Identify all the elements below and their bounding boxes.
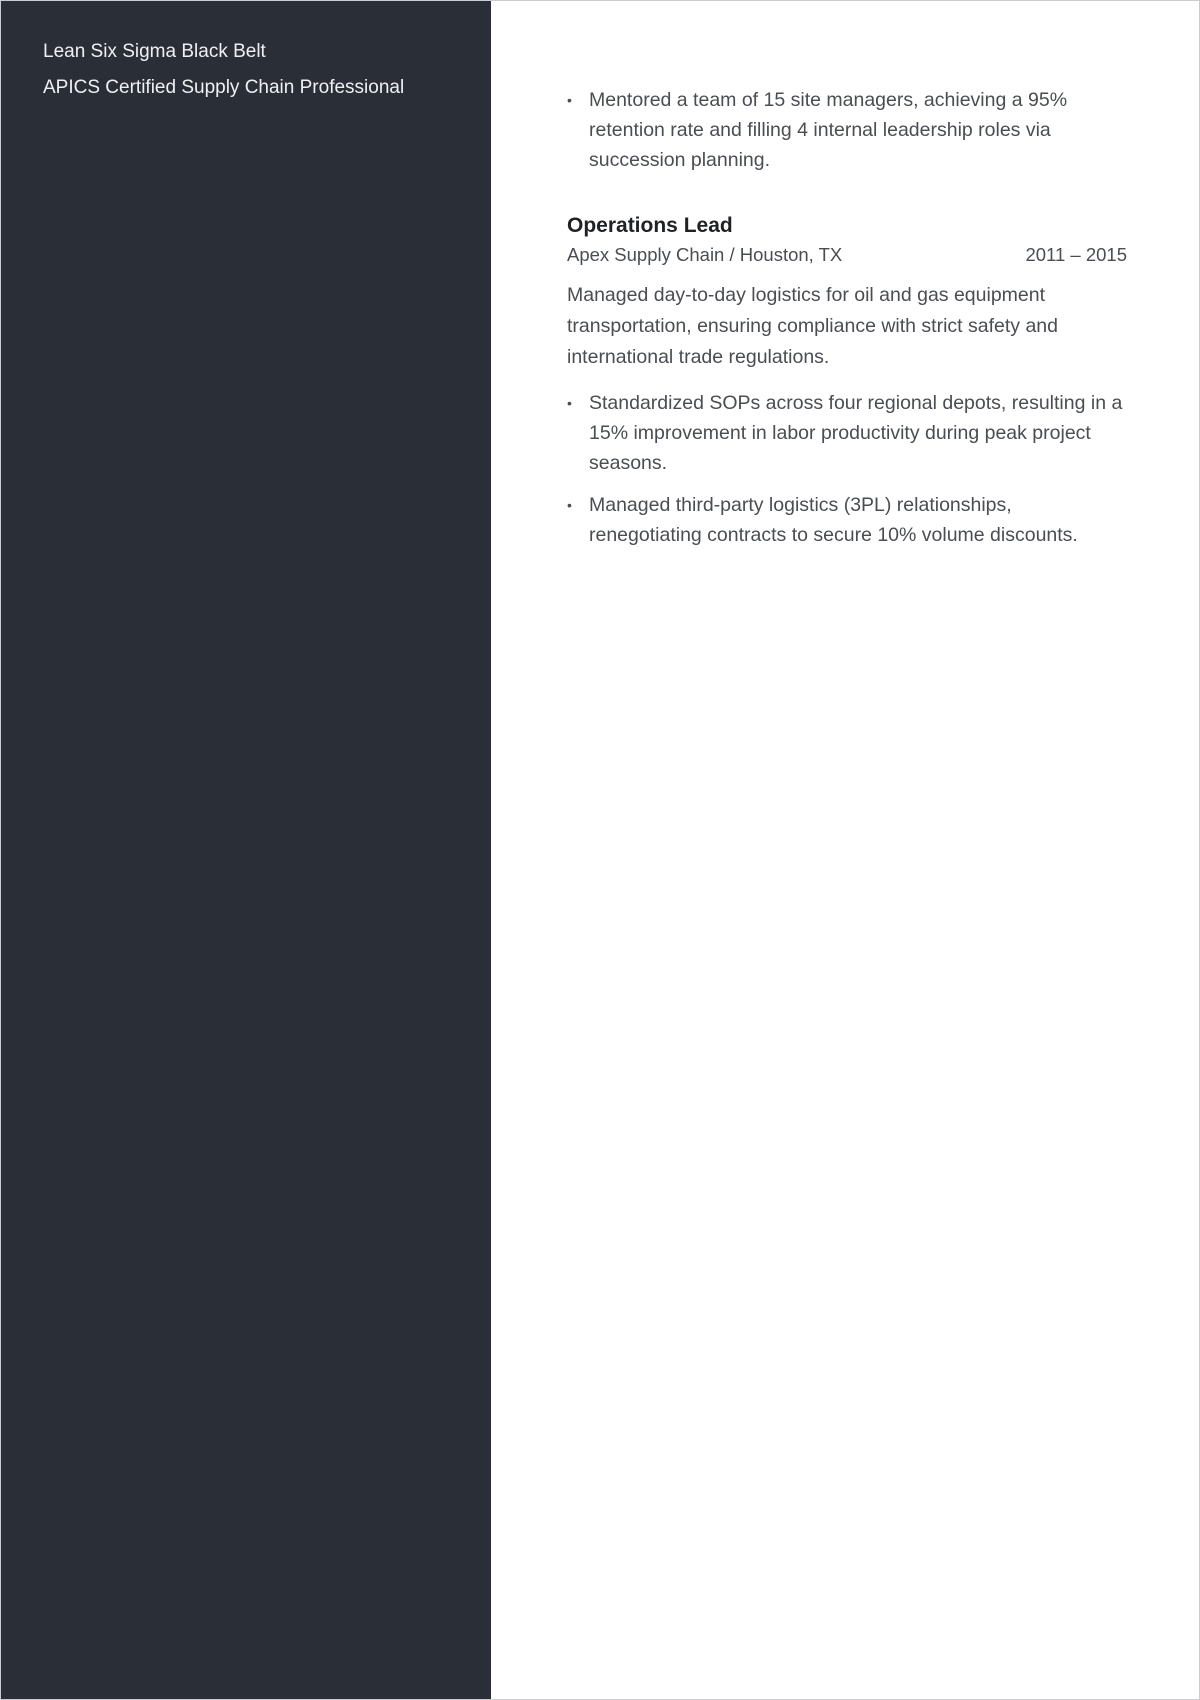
bullet-icon: •: [567, 395, 572, 411]
job-dates: 2011 – 2015: [1025, 244, 1127, 265]
bullet-icon: •: [567, 497, 572, 513]
sidebar: [1, 1, 491, 1699]
certification-item: Lean Six Sigma Black Belt: [43, 41, 266, 62]
certification-item: APICS Certified Supply Chain Professional: [43, 77, 405, 98]
job-title: Operations Lead: [567, 214, 733, 237]
bullet-text: Managed third-party logistics (3PL) relationships, renegotiating contracts to secure 10% volume discounts.: [589, 494, 1078, 546]
bullet-icon: •: [567, 92, 572, 108]
job-description: Managed day-to-day logistics for oil and gas equipment transportation, ensuring compliance with strict safety and international trade regulations.: [567, 284, 1058, 368]
bullet-text: Mentored a team of 15 site managers, achieving a 95% retention rate and filling 4 internal leadership roles via succession planning.: [589, 89, 1068, 171]
bullet-text: Standardized SOPs across four regional depots, resulting in a 15% improvement in labor productivity during peak project seasons.: [589, 392, 1123, 474]
job-company-location: Apex Supply Chain / Houston, TX: [567, 244, 843, 265]
